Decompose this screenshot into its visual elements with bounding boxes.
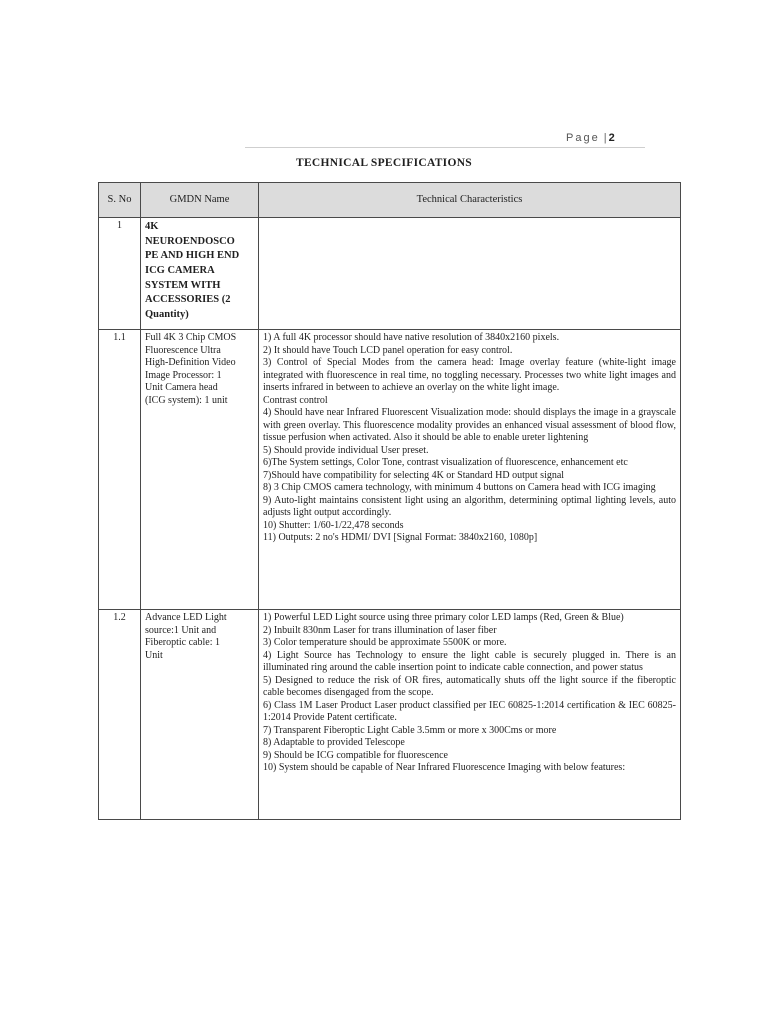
gmdn-line: PE AND HIGH END — [145, 250, 240, 262]
gmdn-line: SYSTEM WITH — [145, 279, 221, 291]
row-tech-characteristics — [259, 610, 681, 820]
gmdn-line: Unit Camera head — [145, 382, 218, 393]
spec-item: 3) Control of Special Modes from the camera head: Image overlay feature (white-light image integrated with fluorescence in real time, no toggling necessary. Processes two white light images and inserts infrared in between to achieve an overlay on the white light image. — [263, 357, 676, 393]
page-separator: | — [603, 132, 607, 144]
spec-item: 10) Shutter: 1/60-1/22,478 seconds — [263, 519, 404, 531]
gmdn-line: Advance LED Light — [145, 612, 227, 623]
row-sno: 1 — [99, 218, 141, 330]
table-row — [99, 218, 681, 330]
row-sno: 1.2 — [99, 610, 141, 820]
gmdn-line: (ICG system): 1 unit — [145, 394, 228, 406]
spec-item: 7)Should have compatibility for selecting 4K or Standard HD output signal — [263, 469, 565, 481]
col-header-gmdn: GMDN Name — [141, 183, 259, 218]
spec-item: 6) Class 1M Laser Product Laser product classified per IEC 60825-1:2014 certification & IEC 60825-1:2014 Provide Patent certificate. — [263, 699, 676, 723]
spec-item: 1) Powerful LED Light source using three primary color LED lamps (Red, Green & Blue) — [263, 612, 624, 623]
row-sno: 1.1 — [99, 330, 141, 610]
row-tech-characteristics — [259, 218, 681, 330]
page-number — [566, 132, 615, 144]
table-row — [99, 610, 681, 820]
document-title: TECHNICAL SPECIFICATIONS — [295, 157, 472, 169]
spec-item: 5) Should provide individual User preset. — [263, 444, 429, 456]
row-gmdn-name — [141, 330, 259, 610]
spec-item: 8) 3 Chip CMOS camera technology, with minimum 4 buttons on Camera head with ICG imaging — [263, 482, 656, 493]
gmdn-line: Fluorescence Ultra — [145, 344, 221, 356]
spec-item: 5) Designed to reduce the risk of OR fires, automatically shuts off the light source if the fiberoptic cable becomes disengaged from the scope. — [263, 674, 676, 698]
spec-item: 10) System should be capable of Near Infrared Fluorescence Imaging with below features: — [263, 762, 626, 773]
gmdn-line: ACCESSORIES (2 — [145, 294, 231, 306]
spec-item: 8) Adaptable to provided Telescope — [263, 737, 405, 748]
spec-item: 4) Should have near Infrared Fluorescent Visualization mode: should displays the image in a grayscale with green overlay. This fluorescence modality provides an enhanced visual assessment of blood flow, tissue perfusion when activated. Also it should be able to enable ureter lightening — [263, 407, 676, 443]
gmdn-line: ICG CAMERA — [145, 265, 215, 277]
row-gmdn-name — [141, 610, 259, 820]
spec-item: 9) Should be ICG compatible for fluorescence — [263, 749, 448, 761]
header-rule — [245, 147, 645, 148]
spec-item: Contrast control — [263, 394, 328, 406]
spec-item: 2) Inbuilt 830nm Laser for trans illumination of laser fiber — [263, 624, 497, 636]
spec-table — [98, 182, 681, 820]
row-tech-characteristics — [259, 330, 681, 610]
gmdn-line: source:1 Unit and — [145, 624, 217, 636]
spec-item: 3) Color temperature should be approximate 5500K or more. — [263, 637, 507, 648]
gmdn-line: Full 4K 3 Chip CMOS — [145, 332, 237, 343]
gmdn-line: Image Processor: 1 — [145, 369, 222, 381]
table-row — [99, 330, 681, 610]
page-label: Page — [566, 132, 600, 144]
spec-item: 4) Light Source has Technology to ensure the light cable is securely plugged in. There is an illuminated ring around the cable insertion point to indicate cable connection, and power status — [263, 649, 676, 673]
gmdn-line: Unit — [145, 649, 163, 661]
spec-item: 1) A full 4K processor should have native resolution of 3840x2160 pixels. — [263, 332, 560, 343]
table-header-row — [99, 183, 681, 218]
spec-item: 11) Outputs: 2 no's HDMI/ DVI [Signal Format: 3840x2160, 1080p] — [263, 532, 538, 543]
col-header-sno: S. No — [99, 183, 141, 218]
gmdn-line: High-Definition Video — [145, 357, 236, 368]
spec-item: 9) Auto-light maintains consistent light using an algorithm, determining optimal lighting levels, auto adjusts light output accordingly. — [263, 494, 676, 518]
spec-item: 7) Transparent Fiberoptic Light Cable 3.5mm or more x 300Cms or more — [263, 724, 557, 736]
col-header-tech: Technical Characteristics — [259, 183, 681, 218]
gmdn-line: 4K — [145, 221, 159, 232]
gmdn-line: NEUROENDOSCO — [145, 235, 235, 247]
gmdn-line: Quantity) — [145, 309, 189, 321]
spec-item: 2) It should have Touch LCD panel operation for easy control. — [263, 344, 513, 356]
page-number-value: 2 — [608, 132, 615, 144]
gmdn-line: Fiberoptic cable: 1 — [145, 637, 220, 648]
row-gmdn-name — [141, 218, 259, 330]
spec-item: 6)The System settings, Color Tone, contrast visualization of fluorescence, enhancement etc — [263, 457, 628, 468]
